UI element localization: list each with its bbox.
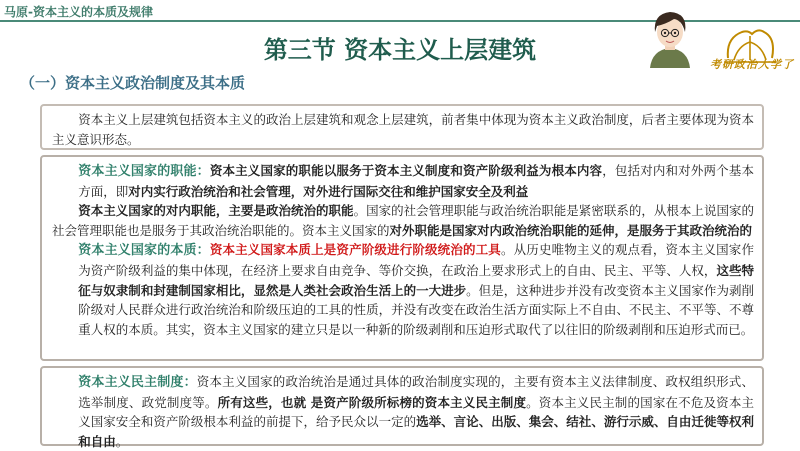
logo-text: 考研政治大学了 xyxy=(710,58,794,71)
democracy-box xyxy=(40,366,764,449)
democracy-paragraph: 资本主义民主制度：资本主义国家的政治统治是通过具体的政治制度实现的，主要有资本主义法律制度、政权组织形式、选举制度、政党制度等。所有这些，也就 是资产阶级所标榜的资本主义民主制度。资本主义民主制的国家在不危及资本主义国家安全和资产阶级根本利益的前提下，给予民众以一定的选举、言论、出版、集会、结社、游行示威、自由迁徙等权利和自由。 xyxy=(78,374,754,449)
functions-heading: 资本主义国家的职能： xyxy=(78,164,210,179)
functions-paragraph: 资本主义国家的职能：资本主义国家的职能以服务于资本主义制度和资产阶级利益为根本内容，包括对内和对外两个基本方面，即对内实行政治统治和社会管理，对外进行国际交往和维护国家安全及利益 xyxy=(78,163,754,199)
teacher-avatar xyxy=(644,6,696,68)
intro-text: 资本主义上层建筑包括资本主义的政治上层建筑和观念上层建筑，前者集中体现为资本主义政治制度，后者主要体现为资本主义意识形态。 xyxy=(52,112,754,147)
course-label: 马原-资本主义的本质及规律 xyxy=(4,5,153,19)
essence-highlight: 资本主义国家本质上是资产阶级进行阶级统治的工具 xyxy=(209,242,501,258)
democracy-heading: 资本主义民主制度： xyxy=(78,375,197,390)
intro-box xyxy=(40,104,764,150)
functions-essence-box xyxy=(40,155,764,361)
essence-paragraph: 资本主义国家的本质：资本主义国家本质上是资产阶级进行阶级统治的工具。从历史唯物主义的观点看，资本主义国家作为资产阶级利益的集中体现，在经济上要求自由竞争、等价交换，在政治上要求形式上的自由、民主、平等、人权，这些特征与奴隶制和封建制国家相比，显然是人类社会政治生活上的一大进步。但是，这种进步并没有改变资本主义国家作为剥削阶级对人民群众进行政治统治和阶级压迫的工具的性质，并没有改变在政治生活方面实际上不自由、不民主、不平等、不尊重人权的本质。其实，资本主义国家的建立只是以一种新的阶级剥削和压迫形式取代了以往旧的阶级剥削和压迫形式而已。 xyxy=(78,242,754,337)
section-heading: （一）资本主义政治制度及其本质 xyxy=(20,74,246,92)
essence-heading: 资本主义国家的本质： xyxy=(78,243,210,259)
page-title: 第三节 资本主义上层建筑 xyxy=(263,36,537,64)
internal-function-paragraph: 资本主义国家的对内职能，主要是政治统治的职能。国家的社会管理职能与政治统治职能是紧密联系的，从根本上说国家的社会管理职能也是服务于其政治统治职能的。资本主义国家的对外职能是国家对内政治统治职能的延伸，是服务于其政治统治的 xyxy=(52,203,754,238)
